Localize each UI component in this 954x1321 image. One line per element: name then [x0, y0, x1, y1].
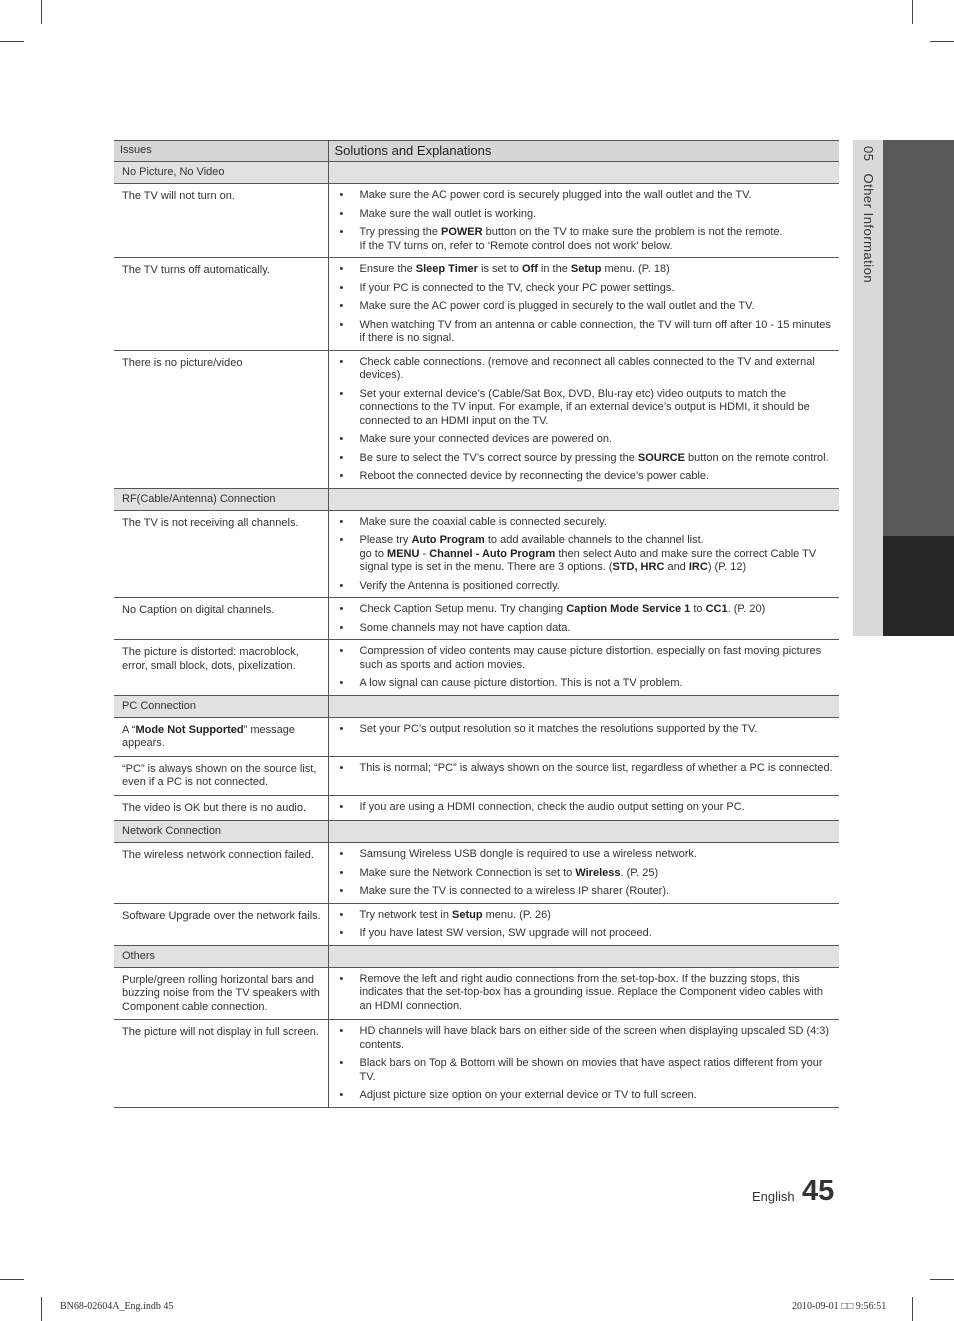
chapter-tab-dark-band [883, 140, 954, 536]
issue-cell: No Caption on digital channels. [114, 598, 328, 640]
table-row [114, 717, 839, 756]
category-filler-cell [328, 162, 839, 184]
solution-item: • If your PC is connected to the TV, check your PC power settings. [337, 282, 834, 296]
solution-list [337, 801, 834, 815]
category-row [114, 695, 839, 717]
category-filler-cell [328, 821, 839, 843]
solution-list [337, 848, 834, 899]
solution-item: • When watching TV from an antenna or cable connection, the TV will turn off after 10 - 15 minutes if there is no signal. [337, 319, 834, 346]
category-label: Network Connection [114, 821, 328, 843]
table-row [114, 640, 839, 696]
issues-header: Issues [114, 141, 328, 162]
issue-cell: The TV turns off automatically. [114, 258, 328, 351]
solution-cell [328, 795, 839, 821]
category-label: Others [114, 945, 328, 967]
issue-cell: The picture will not display in full screen. [114, 1020, 328, 1108]
solution-cell [328, 184, 839, 258]
crop-mark [930, 41, 954, 42]
solution-item: • Reboot the connected device by reconnecting the device’s power cable. [337, 470, 834, 484]
category-row [114, 821, 839, 843]
solution-item: • Ensure the Sleep Timer is set to Off in the Setup menu. (P. 18) [337, 263, 834, 277]
issue-cell: The video is OK but there is no audio. [114, 795, 328, 821]
solution-cell [328, 903, 839, 945]
solution-cell [328, 510, 839, 598]
print-slug-file: BN68-02604A_Eng.indb 45 [60, 1301, 174, 1312]
solution-item: • Please try Auto Program to add available channels to the channel list. go to MENU - Channel - Auto Program then select Auto and make sure the correct Cable TV signal type is set in the menu. There are 3 options. (STD, HRC and IRC) (P. 12) [337, 534, 834, 575]
solution-item: • Samsung Wireless USB dongle is required to use a wireless network. [337, 848, 834, 862]
table-row [114, 184, 839, 258]
table-header-row [114, 141, 839, 162]
crop-mark [0, 41, 24, 42]
table-row [114, 1020, 839, 1108]
crop-mark [930, 1279, 954, 1280]
solution-list [337, 909, 834, 941]
solution-cell [328, 717, 839, 756]
chapter-label [861, 146, 876, 283]
table-row [114, 756, 839, 795]
category-label: No Picture, No Video [114, 162, 328, 184]
solution-list [337, 189, 834, 253]
solution-item: • Remove the left and right audio connections from the set-top-box. If the buzzing stops, this indicates that the set-top-box has a grounding issue. Replace the Component video cables with an HDMI connection. [337, 973, 834, 1014]
chapter-title: Other Information [861, 173, 876, 284]
solution-item: • A low signal can cause picture distortion. This is not a TV problem. [337, 677, 834, 691]
solution-item: • Make sure the wall outlet is working. [337, 208, 834, 222]
solution-item: • If you have latest SW version, SW upgrade will not proceed. [337, 927, 834, 941]
category-filler-cell [328, 488, 839, 510]
category-row [114, 488, 839, 510]
solution-item: • Some channels may not have caption data. [337, 622, 834, 636]
solution-cell [328, 258, 839, 351]
solution-item: • Check cable connections. (remove and reconnect all cables connected to the TV and external devices). [337, 356, 834, 383]
category-filler-cell [328, 945, 839, 967]
table-row [114, 598, 839, 640]
solution-item: • Try network test in Setup menu. (P. 26) [337, 909, 834, 923]
solution-item: • Set your external device’s (Cable/Sat Box, DVD, Blu-ray etc) video outputs to match the connections to the TV input. For example, if an external device’s output is HDMI, it should be connected to an HDMI input on the TV. [337, 388, 834, 429]
solution-item: • Compression of video contents may cause picture distortion. especially on fast moving pictures such as sports and action movies. [337, 645, 834, 672]
solution-list [337, 762, 834, 776]
solution-item: • Make sure the coaxial cable is connected securely. [337, 516, 834, 530]
solution-item: • Be sure to select the TV’s correct source by pressing the SOURCE button on the remote control. [337, 452, 834, 466]
solution-list [337, 356, 834, 484]
solution-item: • Black bars on Top & Bottom will be shown on movies that have aspect ratios different from your TV. [337, 1057, 834, 1084]
table-body [114, 162, 839, 1108]
solution-cell [328, 967, 839, 1020]
issue-cell: “PC” is always shown on the source list, even if a PC is not connected. [114, 756, 328, 795]
solution-list [337, 973, 834, 1014]
solution-item: • HD channels will have black bars on either side of the screen when displaying upscaled SD (4:3) contents. [337, 1025, 834, 1052]
solution-cell [328, 1020, 839, 1108]
print-slug-date: 2010-09-01 □□ 9:56:51 [792, 1301, 887, 1312]
solution-item: • Make sure the AC power cord is securely plugged into the wall outlet and the TV. [337, 189, 834, 203]
solution-item: • Set your PC’s output resolution so it matches the resolutions supported by the TV. [337, 723, 834, 737]
solution-cell [328, 640, 839, 696]
solution-item: • This is normal; “PC” is always shown on the source list, regardless of whether a PC is connected. [337, 762, 834, 776]
solution-cell [328, 350, 839, 488]
table-row [114, 795, 839, 821]
category-row [114, 162, 839, 184]
solution-cell [328, 598, 839, 640]
crop-mark [41, 0, 42, 24]
crop-mark [41, 1297, 42, 1321]
solution-list [337, 263, 834, 346]
category-filler-cell [328, 695, 839, 717]
category-row [114, 945, 839, 967]
solution-item: • Adjust picture size option on your external device or TV to full screen. [337, 1089, 834, 1103]
table-row [114, 843, 839, 904]
solution-list [337, 603, 834, 635]
category-label: PC Connection [114, 695, 328, 717]
solution-item: • Check Caption Setup menu. Try changing Caption Mode Service 1 to CC1. (P. 20) [337, 603, 834, 617]
category-label: RF(Cable/Antenna) Connection [114, 488, 328, 510]
solution-item: • Make sure the Network Connection is set to Wireless. (P. 25) [337, 867, 834, 881]
solution-cell [328, 756, 839, 795]
troubleshooting-table [114, 140, 839, 1108]
solution-item: • Make sure the TV is connected to a wireless IP sharer (Router). [337, 885, 834, 899]
table-row [114, 903, 839, 945]
solution-item: • Make sure your connected devices are powered on. [337, 433, 834, 447]
table-row [114, 258, 839, 351]
table-row [114, 350, 839, 488]
issue-cell: There is no picture/video [114, 350, 328, 488]
page-number: 45 [802, 1175, 835, 1207]
solution-item: • Verify the Antenna is positioned correctly. [337, 580, 834, 594]
chapter-tab-marker [883, 536, 954, 636]
issue-cell: Software Upgrade over the network fails. [114, 903, 328, 945]
chapter-number: 05 [861, 146, 876, 162]
solution-list [337, 723, 834, 737]
issue-cell: The TV is not receiving all channels. [114, 510, 328, 598]
solution-item: • Try pressing the POWER button on the TV to make sure the problem is not the remote. If the TV turns on, refer to ‘Remote control does not work’ below. [337, 226, 834, 253]
issue-cell: The wireless network connection failed. [114, 843, 328, 904]
footer-language: English [752, 1189, 795, 1204]
table-row [114, 510, 839, 598]
solution-list [337, 645, 834, 691]
solution-cell [328, 843, 839, 904]
crop-mark [0, 1279, 24, 1280]
solution-item: • Make sure the AC power cord is plugged in securely to the wall outlet and the TV. [337, 300, 834, 314]
issue-cell: A “Mode Not Supported” message appears. [114, 717, 328, 756]
issue-cell: The TV will not turn on. [114, 184, 328, 258]
table-row [114, 967, 839, 1020]
solution-list [337, 1025, 834, 1103]
crop-mark [912, 1297, 913, 1321]
solution-list [337, 516, 834, 594]
solutions-header: Solutions and Explanations [328, 141, 839, 162]
solution-item: • If you are using a HDMI connection, check the audio output setting on your PC. [337, 801, 834, 815]
issue-cell: The picture is distorted: macroblock, error, small block, dots, pixelization. [114, 640, 328, 696]
issue-cell: Purple/green rolling horizontal bars and buzzing noise from the TV speakers with Component cable connection. [114, 967, 328, 1020]
crop-mark [912, 0, 913, 24]
